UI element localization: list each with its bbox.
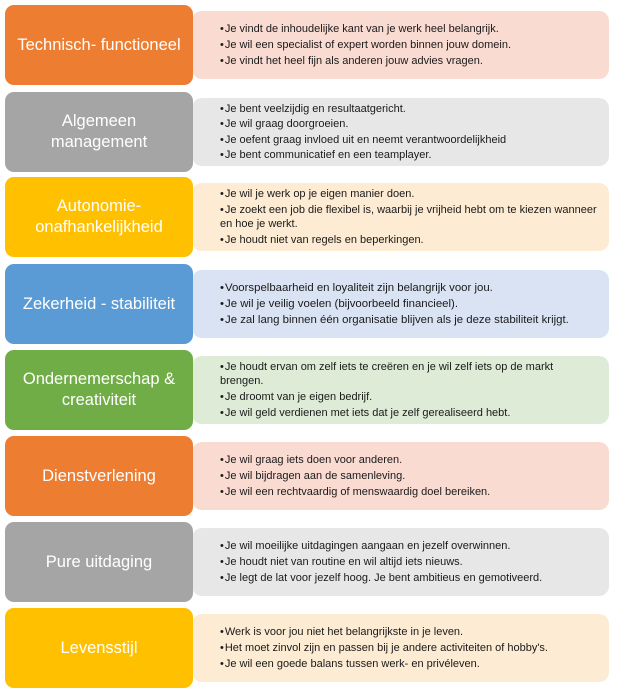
bullet-text: Werk is voor jou niet het belangrijkste in je leven.: [224, 626, 464, 639]
bullet-list: [220, 21, 599, 69]
bullet-item: [220, 360, 599, 388]
anchor-row: [0, 177, 617, 257]
bullet-icon: •: [220, 540, 224, 553]
bullet-icon: •: [220, 361, 224, 374]
bullet-item: [220, 281, 599, 295]
anchor-row: [0, 92, 617, 172]
bullet-list: [220, 359, 599, 421]
bullet-icon: •: [220, 657, 224, 670]
bullet-text: Je bent communicatief en een teamplayer.: [224, 149, 432, 162]
bullet-icon: •: [220, 571, 224, 584]
bullet-text: Je houdt ervan om zelf iets te creëren en je wil zelf iets op de markt brengen.: [220, 361, 554, 388]
bullet-list: [220, 452, 599, 500]
bullet-text: Je zal lang binnen één organisatie blijven als je deze stabiliteit krijgt.: [225, 313, 569, 326]
anchor-description-panel: [192, 442, 609, 510]
bullet-icon: •: [220, 313, 224, 326]
bullet-item: [220, 54, 599, 68]
anchor-label: Levensstijl: [5, 608, 193, 688]
bullet-text: Je wil een goede balans tussen werk- en privéleven.: [224, 657, 480, 670]
bullet-text: Je wil graag doorgroeien.: [224, 118, 349, 131]
bullet-icon: •: [220, 149, 224, 162]
bullet-item: [220, 187, 599, 201]
bullet-icon: •: [220, 406, 224, 419]
bullet-list: [220, 280, 599, 328]
bullet-item: [220, 555, 599, 569]
bullet-text: Je wil je veilig voelen (bijvoorbeeld financieel).: [225, 298, 458, 310]
bullet-icon: •: [220, 23, 224, 36]
bullet-text: Je wil bijdragen aan de samenleving.: [224, 470, 406, 482]
bullet-icon: •: [220, 233, 224, 246]
bullet-item: [220, 38, 599, 52]
bullet-item: [220, 233, 599, 247]
bullet-icon: •: [220, 391, 224, 403]
anchor-label: Autonomie-onafhankelijkheid: [5, 177, 193, 257]
bullet-icon: •: [220, 454, 224, 467]
bullet-text: Je houdt niet van routine en wil altijd iets nieuws.: [224, 556, 463, 568]
bullet-item: [220, 117, 599, 131]
bullet-item: [220, 297, 599, 311]
bullet-text: Je houdt niet van regels en beperkingen.: [224, 233, 424, 246]
bullet-list: [220, 538, 599, 586]
bullet-icon: •: [220, 298, 224, 310]
bullet-text: Je droomt van je eigen bedrijf.: [224, 391, 373, 403]
bullet-item: [220, 641, 599, 655]
bullet-item: [220, 453, 599, 467]
bullet-item: [220, 571, 599, 585]
bullet-icon: •: [220, 133, 224, 146]
anchor-label: Algemeen management: [5, 92, 193, 172]
bullet-icon: •: [220, 54, 224, 67]
bullet-text: Je wil je werk op je eigen manier doen.: [224, 188, 415, 201]
bullet-item: [220, 313, 599, 327]
anchor-description-panel: [192, 270, 609, 338]
bullet-text: Je legt de lat voor jezelf hoog. Je bent ambitieus en gemotiveerd.: [224, 571, 543, 584]
bullet-icon: •: [220, 485, 224, 498]
bullet-icon: •: [220, 102, 224, 115]
bullet-text: Het moet zinvol zijn en passen bij je andere activiteiten of hobby's.: [224, 642, 548, 654]
bullet-icon: •: [220, 118, 224, 131]
bullet-text: Je oefent graag invloed uit en neemt verantwoordelijkheid: [224, 133, 507, 146]
bullet-item: [220, 469, 599, 483]
bullet-list: [220, 624, 599, 672]
bullet-text: Je wil geld verdienen met iets dat je zelf gerealiseerd hebt.: [224, 406, 511, 419]
bullet-item: [220, 657, 599, 671]
anchor-description-panel: [192, 528, 609, 596]
bullet-list: [220, 186, 599, 248]
bullet-text: Je wil een rechtvaardig of menswaardig doel bereiken.: [224, 485, 491, 498]
anchor-description-panel: [192, 11, 609, 79]
anchor-row: [0, 436, 617, 516]
anchor-row: [0, 264, 617, 344]
bullet-item: [220, 203, 599, 231]
bullet-text: Je wil moeilijke uitdagingen aangaan en jezelf overwinnen.: [224, 540, 511, 553]
anchor-label: Technisch- functioneel: [5, 5, 193, 85]
bullet-item: [220, 148, 599, 162]
bullet-item: [220, 390, 599, 404]
anchor-label: Zekerheid - stabiliteit: [5, 264, 193, 344]
anchor-row: [0, 350, 617, 430]
bullet-item: [220, 133, 599, 147]
anchor-description-panel: [192, 98, 609, 166]
bullet-item: [220, 406, 599, 420]
bullet-text: Je bent veelzijdig en resultaatgericht.: [224, 102, 406, 115]
anchor-label: Dienstverlening: [5, 436, 193, 516]
anchor-description-panel: [192, 614, 609, 682]
bullet-text: Je vindt de inhoudelijke kant van je werk heel belangrijk.: [224, 23, 499, 36]
bullet-icon: •: [220, 556, 224, 568]
anchor-description-panel: [192, 356, 609, 424]
anchor-description-panel: [192, 183, 609, 251]
bullet-icon: •: [220, 626, 224, 639]
bullet-item: [220, 485, 599, 499]
bullet-item: [220, 625, 599, 639]
bullet-text: Je wil graag iets doen voor anderen.: [224, 454, 403, 467]
anchor-label: Ondernemerschap & creativiteit: [5, 350, 193, 430]
bullet-text: Je vindt het heel fijn als anderen jouw advies vragen.: [224, 54, 483, 67]
anchor-row: [0, 608, 617, 688]
bullet-icon: •: [220, 470, 224, 482]
bullet-text: Je wil een specialist of expert worden binnen jouw domein.: [224, 39, 512, 51]
bullet-item: [220, 102, 599, 116]
bullet-icon: •: [220, 188, 224, 201]
bullet-text: Voorspelbaarheid en loyaliteit zijn belangrijk voor jou.: [225, 282, 493, 295]
anchor-row: [0, 522, 617, 602]
bullet-icon: •: [220, 282, 224, 295]
anchor-label: Pure uitdaging: [5, 522, 193, 602]
bullet-icon: •: [220, 204, 224, 216]
bullet-icon: •: [220, 642, 224, 654]
bullet-item: [220, 22, 599, 36]
bullet-list: [220, 100, 599, 164]
anchor-row: [0, 5, 617, 85]
bullet-item: [220, 539, 599, 553]
bullet-text: Je zoekt een job die flexibel is, waarbij je vrijheid hebt om te kiezen wanneer en hoe je werkt.: [220, 204, 597, 230]
bullet-icon: •: [220, 39, 224, 51]
